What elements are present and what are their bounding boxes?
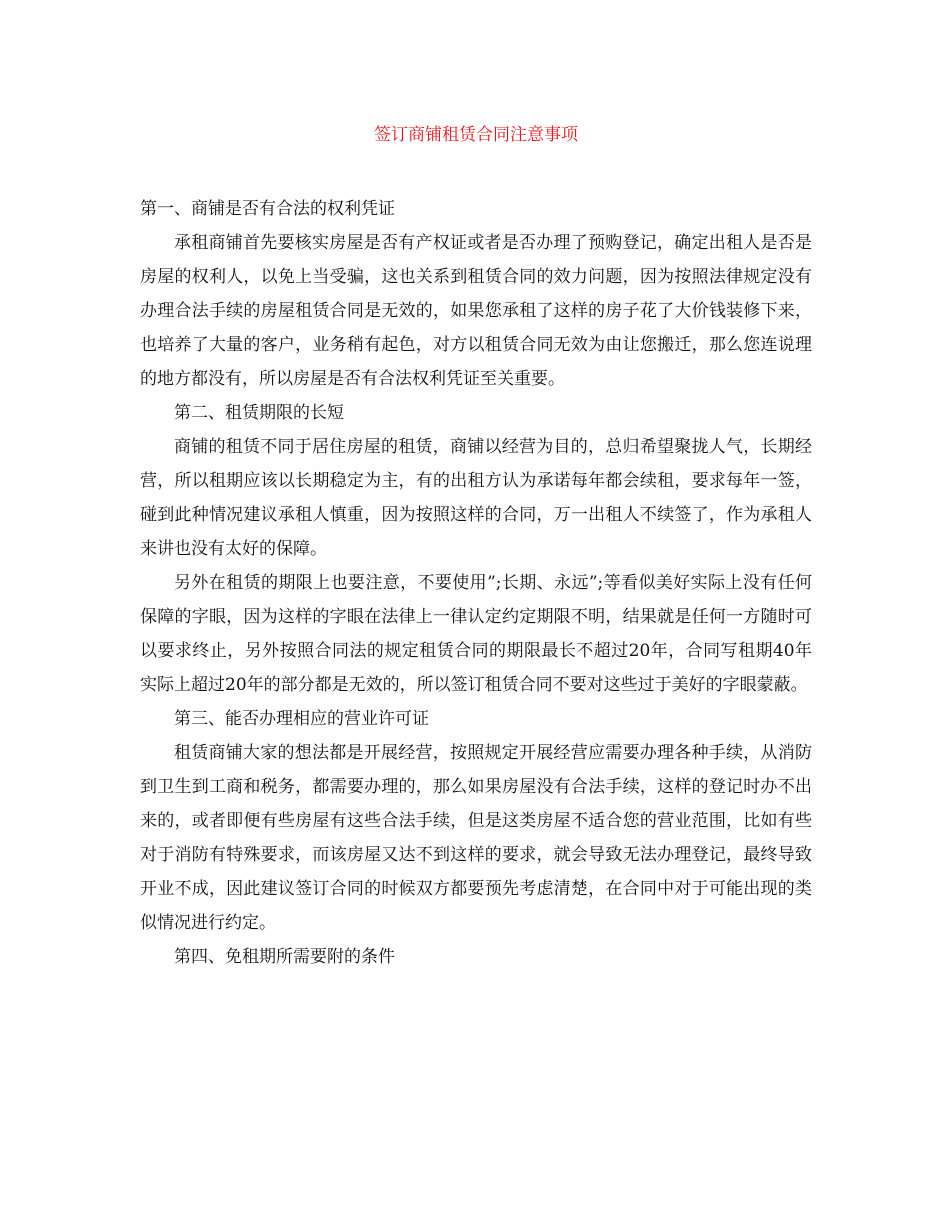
paragraph-1: 承租商铺首先要核实房屋是否有产权证或者是否办理了预购登记，确定出租人是否是房屋的权利人，以免上当受骗，这也关系到租赁合同的效力问题，因为按照法律规定没有办理合法手续的房屋租赁合同是无效的，如果您承租了这样的房子花了大价钱装修下来，也培养了大量的客户，业务稍有起色，对方以租赁合同无效为由让您搬迁，那么您连说理的地方都没有，所以房屋是否有合法权利凭证至关重要。: [140, 233, 812, 389]
document-title: 签订商铺租赁合同注意事项: [374, 125, 578, 145]
section-heading-3: 第三、能否办理相应的营业许可证: [174, 709, 429, 729]
paragraph-3: 另外在租赁的期限上也要注意，不要使用”;长期、永远”;等看似美好实际上没有任何保障的字眼，因为这样的字眼在法律上一律认定约定期限不明，结果就是任何一方随时可以要求终止，另外按照合同法的规定租赁合同的期限最长不超过20年，合同写租期40年实际上超过20年的部分都是无效的，所以签订租赁合同不要对这些过于美好的字眼蒙蔽。: [140, 573, 812, 695]
section-heading-1: 第一、商铺是否有合法的权利凭证: [140, 199, 395, 219]
section-heading-2: 第二、租赁期限的长短: [174, 403, 344, 423]
paragraph-4: 租赁商铺大家的想法都是开展经营，按照规定开展经营应需要办理各种手续，从消防到卫生到工商和税务，都需要办理的，那么如果房屋没有合法手续，这样的登记时办不出来的，或者即便有些房屋有这些合法手续，但是这类房屋不适合您的营业范围，比如有些对于消防有特殊要求，而该房屋又达不到这样的要求，就会导致无法办理登记，最终导致开业不成，因此建议签订合同的时候双方都要预先考虑清楚，在合同中对于可能出现的类似情况进行约定。: [140, 743, 812, 933]
document-body: [140, 118, 812, 974]
paragraph-2: 商铺的租赁不同于居住房屋的租赁，商铺以经营为目的，总归希望聚拢人气，长期经营，所以租期应该以长期稳定为主，有的出租方认为承诺每年都会续租，要求每年一签，碰到此种情况建议承租人慎重，因为按照这样的合同，万一出租人不续签了，作为承租人来讲也没有太好的保障。: [140, 437, 812, 559]
section-heading-4: 第四、免租期所需要附的条件: [174, 947, 395, 967]
